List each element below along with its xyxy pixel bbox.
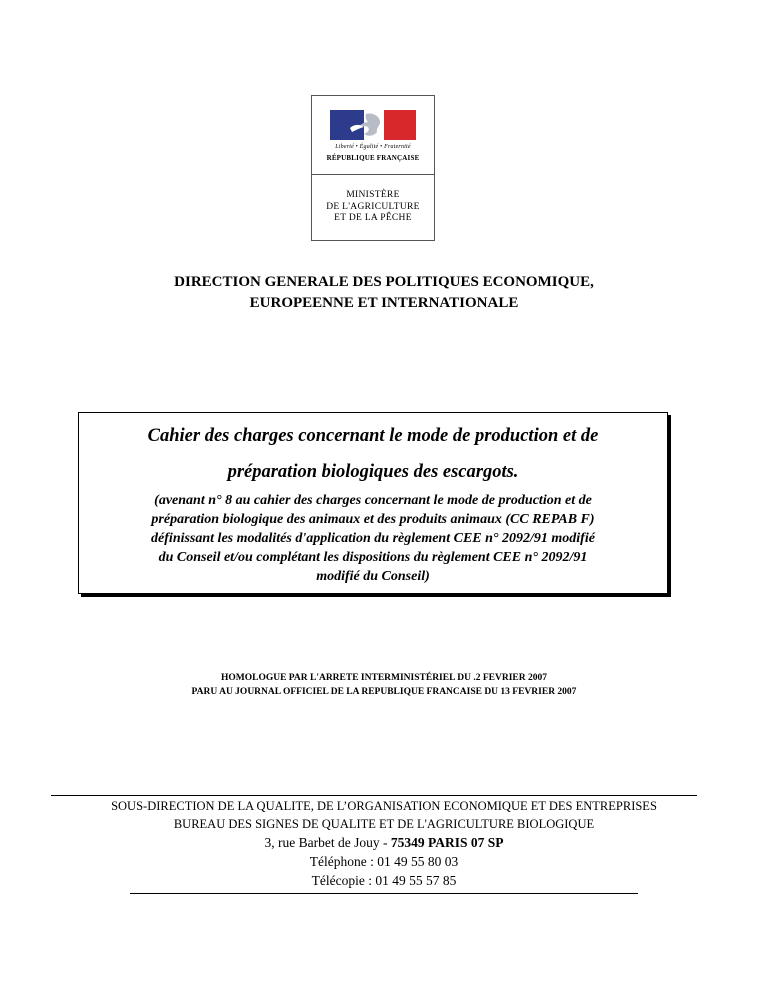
- title-box: [78, 412, 668, 594]
- logo-divider: [312, 174, 434, 175]
- address: [0, 833, 768, 852]
- document-subtitle: [79, 491, 667, 586]
- bureau: BUREAU DES SIGNES DE QUALITE ET DE L'AGRICULTURE BIOLOGIQUE: [173, 817, 595, 831]
- homologation-notice: [0, 671, 768, 699]
- document-title-line-2: préparation biologiques des escargots.: [227, 462, 519, 482]
- footer-top-rule: [51, 795, 697, 796]
- subtitle-line: (avenant n° 8 au cahier des charges concernant le mode de production et de: [154, 493, 592, 508]
- ministry-name: [312, 190, 434, 225]
- subtitle-line: du Conseil et/ou complétant les dispositions du règlement CEE n° 2092/91: [158, 550, 588, 565]
- fax: Télécopie : 01 49 55 57 85: [311, 873, 457, 888]
- homologation-line-1: HOMOLOGUE PAR L'ARRETE INTERMINISTÉRIEL DU .2 FEVRIER 2007: [220, 673, 548, 683]
- document-title-line-1: Cahier des charges concernant le mode de production et de: [147, 426, 599, 446]
- sub-direction: SOUS-DIRECTION DE LA QUALITE, DE L’ORGANISATION ECONOMIQUE ET DES ENTREPRISES: [111, 799, 657, 813]
- address-street: 3, rue Barbet de Jouy -: [264, 835, 391, 850]
- subtitle-line: définissant les modalités d'application du règlement CEE n° 2092/91 modifié: [151, 531, 595, 546]
- marianne-flag-icon: [330, 110, 416, 140]
- document-title: [79, 418, 667, 490]
- republic-motto: Liberté • Égalité • Fraternité: [335, 144, 411, 150]
- phone: Téléphone : 01 49 55 80 03: [309, 854, 459, 869]
- subtitle-line: préparation biologique des animaux et des produits animaux (CC REPAB F): [151, 512, 595, 527]
- ministry-name-line: ET DE LA PÊCHE: [334, 213, 412, 223]
- homologation-line-2: PARU AU JOURNAL OFFICIEL DE LA REPUBLIQUE FRANCAISE DU 13 FEVRIER 2007: [191, 687, 577, 697]
- direction-line-2: EUROPEENNE ET INTERNATIONALE: [249, 295, 519, 311]
- address-city: 75349 PARIS 07 SP: [390, 835, 504, 850]
- footer-contact: [0, 797, 768, 890]
- subtitle-line: modifié du Conseil): [316, 569, 430, 584]
- ministry-logo: [311, 95, 435, 241]
- ministry-name-line: DE L'AGRICULTURE: [326, 201, 420, 212]
- footer-bottom-rule: [130, 893, 638, 894]
- republic-name: RÉPUBLIQUE FRANÇAISE: [326, 154, 420, 162]
- ministry-name-line: MINISTÈRE: [346, 190, 400, 200]
- direction-line-1: DIRECTION GENERALE DES POLITIQUES ECONOMIQUE,: [174, 274, 594, 290]
- direction-heading: [0, 272, 768, 314]
